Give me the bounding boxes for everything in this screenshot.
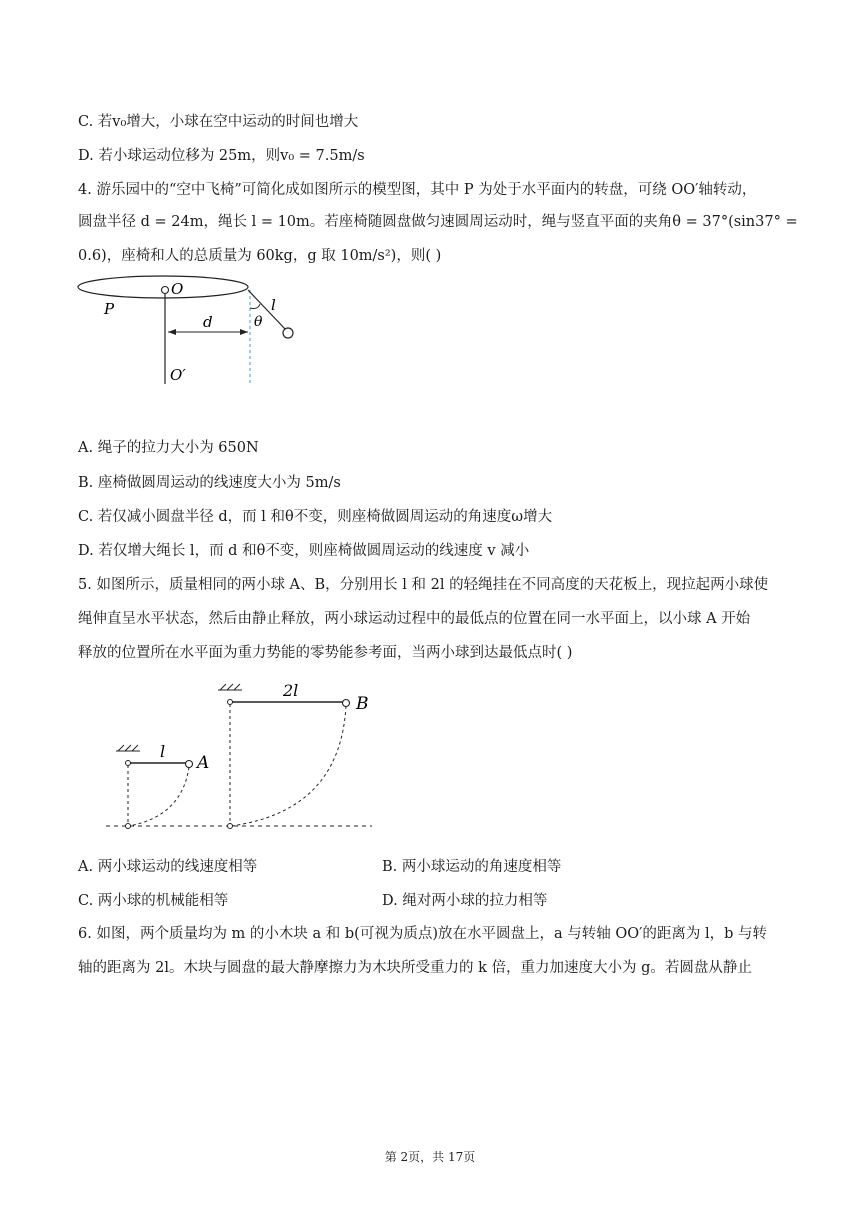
label-B: B <box>356 694 369 714</box>
q4-option-d: D. 若仅增大绳长 l，而 d 和θ不变，则座椅做圆周运动的线速度 v 减小 <box>78 543 530 559</box>
arc-path-a <box>129 767 189 826</box>
chair-ball <box>283 328 293 338</box>
q6-stem-line-2: 轴的距离为 2l。木块与圆盘的最大静摩擦力为木块所受重力的 k 倍，重力加速度大小为 g。若圆盘从静止 <box>78 960 752 976</box>
ball-b <box>343 700 350 707</box>
label-P: P <box>104 300 115 318</box>
q4-stem-line-3: 0.6)，座椅和人的总质量为 60kg，g 取 10m/s²)，则( ) <box>78 248 442 264</box>
q4-figure-flying-chair <box>70 272 310 392</box>
label-theta: θ <box>254 314 263 330</box>
q4-option-a: A. 绳子的拉力大小为 650N <box>78 440 259 456</box>
label-A: A <box>197 753 210 773</box>
q4-stem-line-2: 圆盘半径 d = 24m，绳长 l = 10m。若座椅随圆盘做匀速圆周运动时，绳与竖直平面的夹角θ = 37°(sin37° = <box>78 214 798 230</box>
label-2l: 2l <box>283 681 299 700</box>
label-O: O <box>171 280 184 298</box>
q4-option-b: B. 座椅做圆周运动的线速度大小为 5m/s <box>78 475 341 491</box>
label-l: l <box>160 742 166 761</box>
ceiling-hatch-a <box>116 745 140 751</box>
ball-a <box>186 761 193 768</box>
label-d: d <box>203 313 213 331</box>
q4-stem-line-1: 4. 游乐园中的“空中飞椅”可简化成如图所示的模型图，其中 P 为处于水平面内的转盘，可绕 OO′轴转动， <box>78 182 757 198</box>
q3-option-d: D. 若小球运动位移为 25m，则v₀ = 7.5m/s <box>78 148 365 164</box>
q5-option-c: C. 两小球的机械能相等 <box>78 893 229 909</box>
label-O-prime: O′ <box>170 366 186 384</box>
radius-arrow-right <box>240 329 248 335</box>
label-l: l <box>271 296 276 314</box>
q4-option-c: C. 若仅减小圆盘半径 d，而 l 和θ不变，则座椅做圆周运动的角速度ω增大 <box>78 509 553 525</box>
lowest-point-b <box>228 824 233 829</box>
q5-stem-line-3: 释放的位置所在水平面为重力势能的零势能参考面，当两小球到达最低点时( ) <box>78 645 573 661</box>
lowest-point-a <box>126 824 131 829</box>
pivot-a <box>126 761 131 766</box>
q5-option-b: B. 两小球运动的角速度相等 <box>382 859 562 875</box>
q5-option-d: D. 绳对两小球的拉力相等 <box>382 893 548 909</box>
radius-arrow-left <box>168 329 176 335</box>
angle-arc <box>250 304 260 309</box>
arc-path-b <box>231 706 346 826</box>
axis-pivot <box>162 287 169 294</box>
page-footer: 第 2页，共 17页 <box>384 1150 476 1164</box>
ceiling-hatch-b <box>218 684 242 690</box>
pivot-b <box>228 700 233 705</box>
q6-stem-line-1: 6. 如图，两个质量均为 m 的小木块 a 和 b(可视为质点)放在水平圆盘上，a 与转轴 OO′的距离为 l，b 与转 <box>78 926 768 942</box>
q5-option-a: A. 两小球运动的线速度相等 <box>78 859 258 875</box>
q5-figure-pendulums <box>100 676 390 836</box>
q5-stem-line-2: 绳伸直呈水平状态，然后由静止释放，两小球运动过程中的最低点的位置在同一水平面上，以小球 A 开始 <box>78 611 751 627</box>
q3-option-c: C. 若v₀增大，小球在空中运动的时间也增大 <box>78 114 359 130</box>
q5-stem-line-1: 5. 如图所示，质量相同的两小球 A、B，分别用长 l 和 2l 的轻绳挂在不同高度的天花板上，现拉起两小球使 <box>78 577 769 593</box>
